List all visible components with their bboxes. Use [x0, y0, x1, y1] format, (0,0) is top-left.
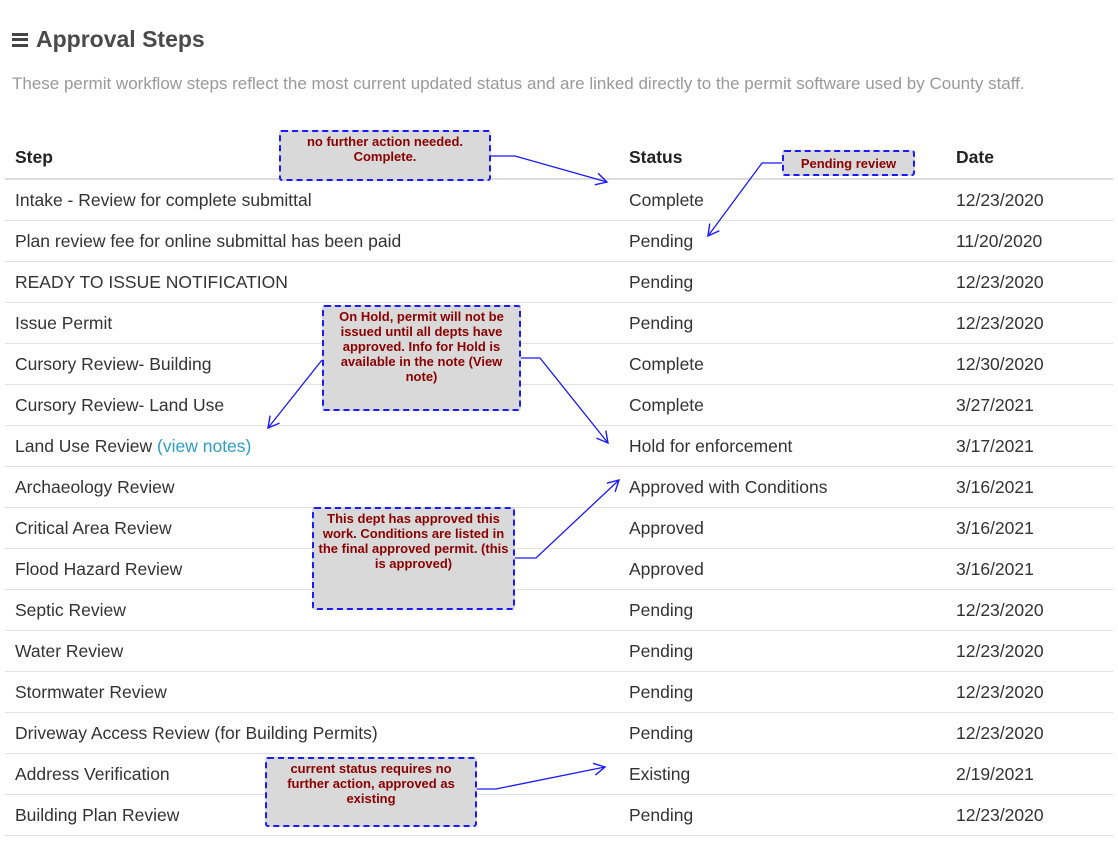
list-icon [12, 33, 28, 47]
date-cell: 2/19/2021 [946, 754, 1113, 795]
step-cell: Flood Hazard Review [5, 549, 619, 590]
status-cell: Existing [619, 754, 946, 795]
view-notes-link[interactable]: (view notes) [157, 435, 252, 456]
status-cell: Pending [619, 713, 946, 754]
status-cell: Pending [619, 795, 946, 836]
table-row [5, 467, 1113, 508]
step-cell: Building Plan Review [5, 795, 619, 836]
date-cell: 12/23/2020 [946, 303, 1113, 344]
table-row [5, 385, 1113, 426]
table-row [5, 508, 1113, 549]
step-cell: Cursory Review- Building [5, 344, 619, 385]
table-row [5, 631, 1113, 672]
column-header-date: Date [946, 136, 1113, 179]
step-cell: Stormwater Review [5, 672, 619, 713]
status-cell: Pending [619, 672, 946, 713]
date-cell: 12/23/2020 [946, 262, 1113, 303]
callout-hold: On Hold, permit will not be issued until all depts have approved. Info for Hold is available in the note (View note) [322, 305, 521, 411]
status-cell: Hold for enforcement [619, 426, 946, 467]
step-cell: Address Verification [5, 754, 619, 795]
callout-existing: current status requires no further action, approved as existing [265, 757, 477, 827]
step-cell: Archaeology Review [5, 467, 619, 508]
step-cell: Septic Review [5, 590, 619, 631]
table-row [5, 672, 1113, 713]
date-cell: 12/23/2020 [946, 713, 1113, 754]
date-cell: 3/16/2021 [946, 549, 1113, 590]
status-cell: Pending [619, 590, 946, 631]
table-row [5, 754, 1113, 795]
status-cell: Pending [619, 221, 946, 262]
column-header-step: Step [5, 136, 619, 179]
callout-pending: Pending review [782, 150, 915, 176]
date-cell: 3/17/2021 [946, 426, 1113, 467]
step-cell: Issue Permit [5, 303, 619, 344]
step-cell: Critical Area Review [5, 508, 619, 549]
date-cell: 12/23/2020 [946, 179, 1113, 221]
table-row [5, 795, 1113, 836]
date-cell: 3/16/2021 [946, 467, 1113, 508]
table-row [5, 713, 1113, 754]
table-row [5, 303, 1113, 344]
step-cell: Intake - Review for complete submittal [5, 179, 619, 221]
date-cell: 12/23/2020 [946, 631, 1113, 672]
step-cell: READY TO ISSUE NOTIFICATION [5, 262, 619, 303]
step-cell: Water Review [5, 631, 619, 672]
table-row [5, 590, 1113, 631]
step-label: Land Use Review [15, 435, 153, 456]
callout-approved: This dept has approved this work. Conditions are listed in the final approved permit. (this is approved) [312, 507, 515, 610]
status-cell: Pending [619, 262, 946, 303]
step-cell: Driveway Access Review (for Building Permits) [5, 713, 619, 754]
status-cell: Approved with Conditions [619, 467, 946, 508]
table-row [5, 262, 1113, 303]
status-cell: Complete [619, 385, 946, 426]
date-cell: 12/23/2020 [946, 672, 1113, 713]
date-cell: 11/20/2020 [946, 221, 1113, 262]
table-row [5, 344, 1113, 385]
date-cell: 3/27/2021 [946, 385, 1113, 426]
date-cell: 12/23/2020 [946, 590, 1113, 631]
status-cell: Approved [619, 549, 946, 590]
approval-steps-table [5, 136, 1113, 836]
date-cell: 3/16/2021 [946, 508, 1113, 549]
section-description: These permit workflow steps reflect the most current updated status and are linked directly to the permit software used by County staff. [12, 74, 1025, 93]
date-cell: 12/23/2020 [946, 795, 1113, 836]
table-row [5, 221, 1113, 262]
page-title: Approval Steps [36, 26, 205, 52]
step-cell: Cursory Review- Land Use [5, 385, 619, 426]
table-row [5, 549, 1113, 590]
status-cell: Approved [619, 508, 946, 549]
step-cell [5, 426, 619, 467]
date-cell: 12/30/2020 [946, 344, 1113, 385]
callout-complete: no further action needed. Complete. [279, 130, 491, 181]
step-cell: Plan review fee for online submittal has been paid [5, 221, 619, 262]
status-cell: Pending [619, 631, 946, 672]
table-row [5, 179, 1113, 221]
status-cell: Complete [619, 344, 946, 385]
section-heading [12, 26, 205, 53]
table-header-row [5, 136, 1113, 179]
table-row [5, 426, 1113, 467]
status-cell: Pending [619, 303, 946, 344]
column-header-status: Status [619, 136, 946, 179]
status-cell: Complete [619, 179, 946, 221]
